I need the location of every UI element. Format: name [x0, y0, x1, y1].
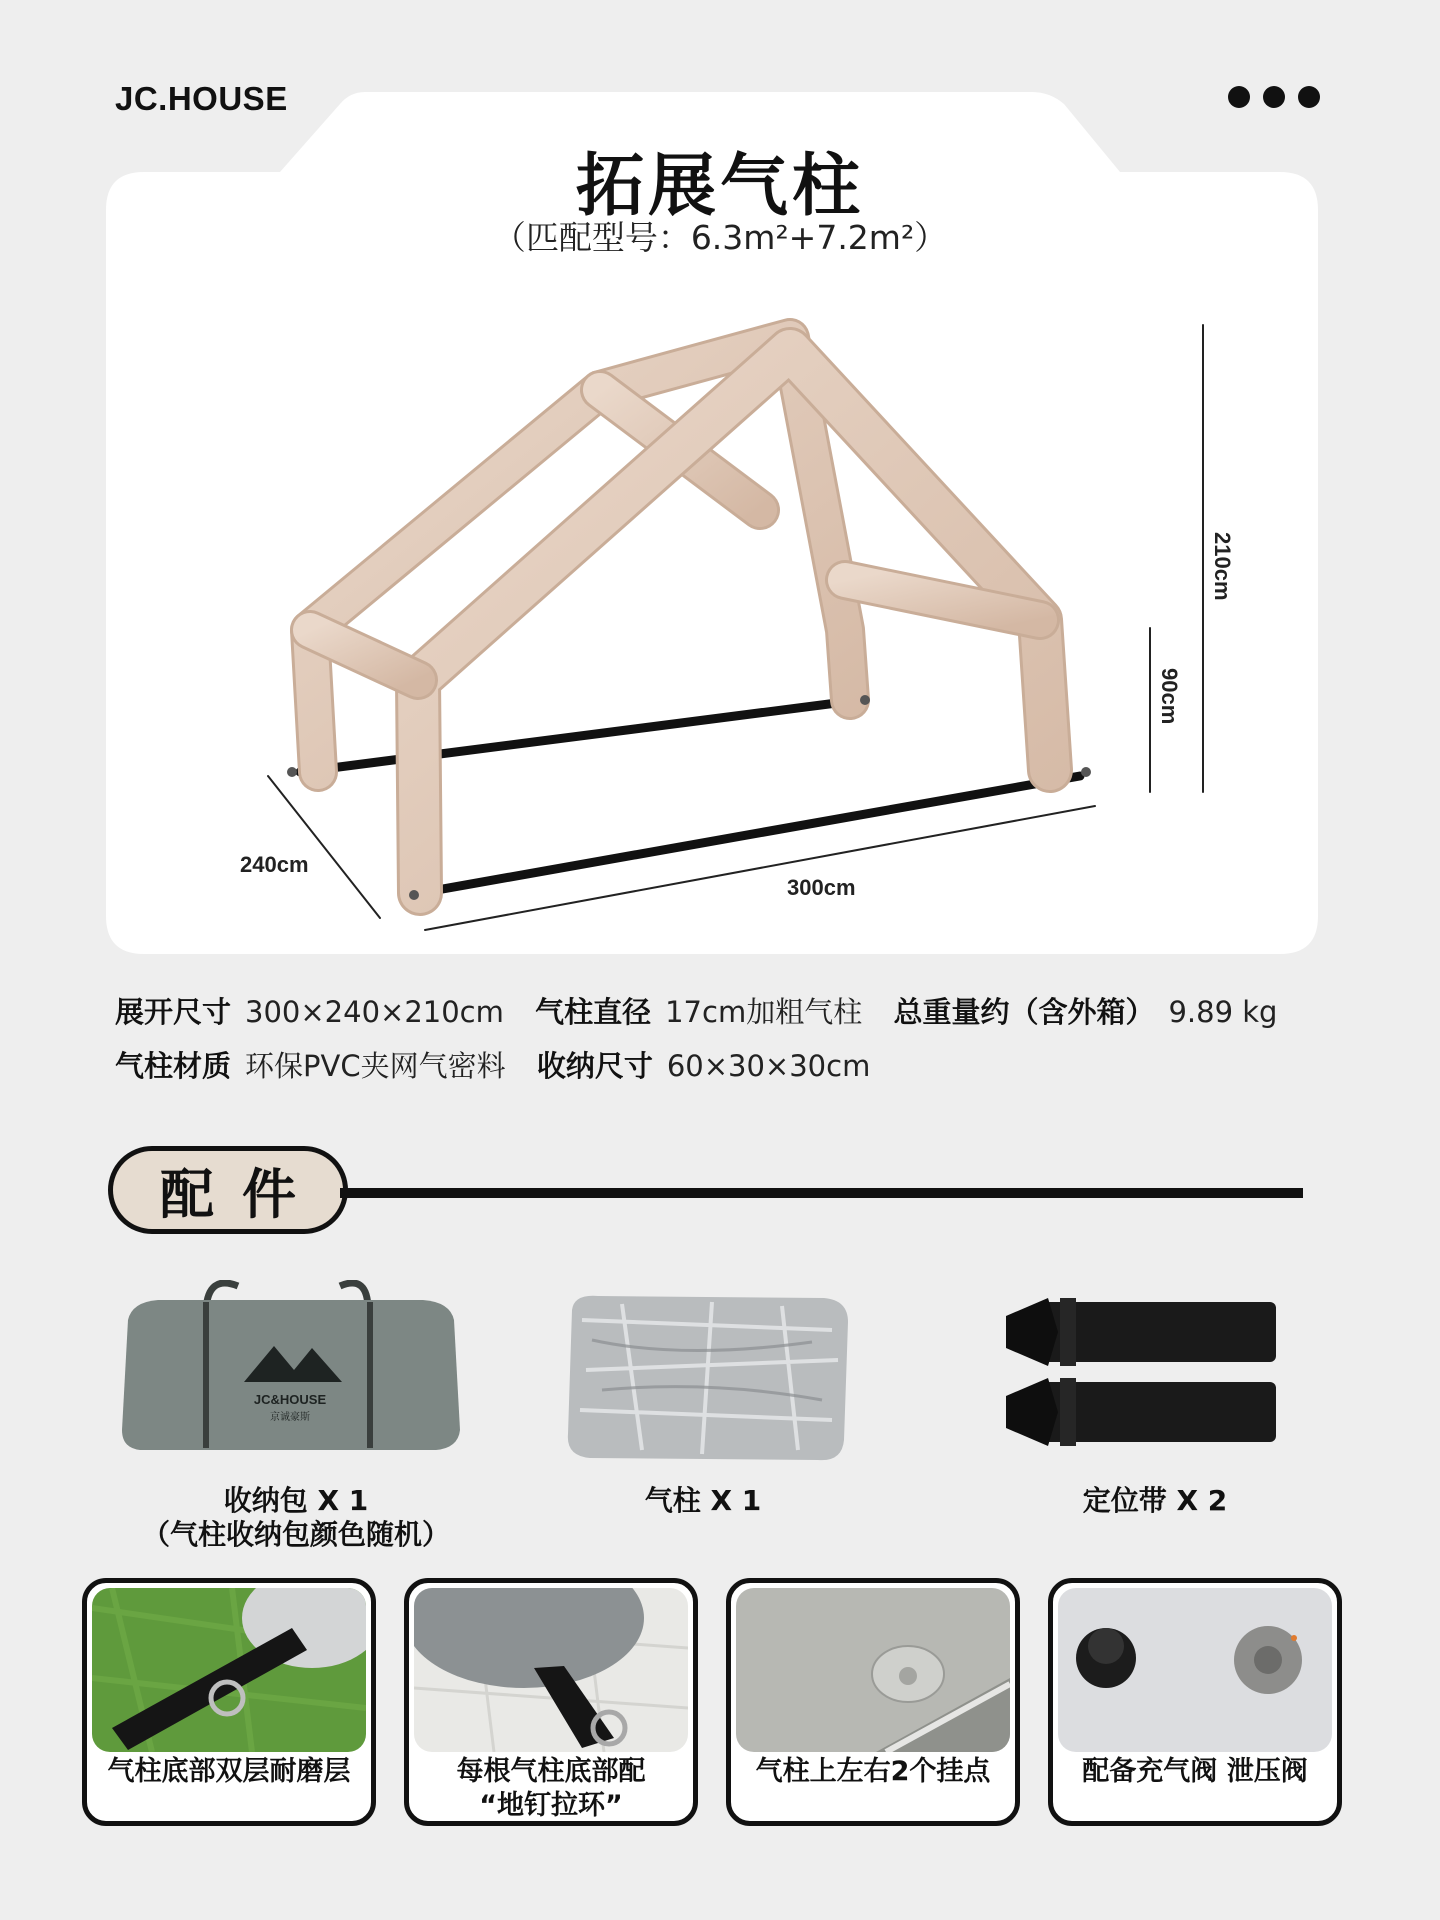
section-divider — [340, 1188, 1303, 1198]
specs-row-2 — [115, 1044, 870, 1085]
wear-layer-photo-icon — [92, 1588, 366, 1752]
valve-photo-icon — [1058, 1588, 1332, 1752]
storage-bag-icon — [118, 1280, 464, 1460]
product-subtitle: （匹配型号：6.3m²+7.2m²） — [492, 218, 948, 257]
height-label: 210cm — [1210, 532, 1235, 601]
spec-label: 气柱直径 — [535, 995, 652, 1029]
detail-caption-line1: 每根气柱底部配 — [456, 1756, 646, 1787]
accessory-label-strap: 定位带 X 2 — [1082, 1484, 1228, 1517]
spec-label: 气柱材质 — [115, 1049, 232, 1083]
bag-brand-cn-text: 京诚豪斯 — [270, 1412, 310, 1423]
detail-caption — [409, 1755, 693, 1823]
hook-point-photo-icon — [736, 1588, 1010, 1752]
accessories-section-title: 配件 — [108, 1146, 348, 1234]
accessory-label-bag: 收纳包 X 1 — [223, 1484, 369, 1517]
detail-card-valve — [1048, 1578, 1342, 1826]
side-height-label: 90cm — [1157, 668, 1182, 725]
spec-value: 17cm加粗气柱 — [665, 995, 863, 1029]
product-title: 拓展气柱 — [575, 147, 864, 226]
detail-card-wear-layer — [82, 1578, 376, 1826]
detail-caption: 气柱底部双层耐磨层 — [107, 1756, 351, 1787]
spec-value: 9.89 kg — [1168, 995, 1278, 1029]
packed-air-column-icon — [562, 1290, 854, 1466]
detail-caption: 配备充气阀 泄压阀 — [1082, 1756, 1308, 1787]
detail-card-hook-point — [726, 1578, 1020, 1826]
detail-caption: 气柱上左右2个挂点 — [755, 1756, 991, 1787]
spec-value: 环保PVC夹网气密料 — [245, 1049, 506, 1083]
detail-card-stake-ring — [404, 1578, 698, 1826]
bag-brand-text: JC&HOUSE — [253, 1392, 327, 1407]
spec-label: 收纳尺寸 — [536, 1049, 653, 1083]
stake-ring-photo-icon — [414, 1588, 688, 1752]
width-label: 300cm — [787, 875, 856, 900]
detail-caption-line2: “地钉拉环” — [479, 1790, 623, 1821]
spec-label: 展开尺寸 — [115, 995, 232, 1029]
depth-label: 240cm — [240, 852, 309, 877]
spec-value: 60×30×30cm — [666, 1049, 871, 1083]
spec-label: 总重量约（含外箱） — [893, 995, 1155, 1029]
accessory-note-bag: （气柱收纳包颜色随机） — [141, 1518, 450, 1551]
positioning-strap-icon — [998, 1290, 1280, 1460]
spec-value: 300×240×210cm — [245, 995, 504, 1029]
accessory-label-column: 气柱 X 1 — [644, 1484, 762, 1517]
specs-row-1 — [115, 990, 1277, 1031]
brand-logo-text: JC.HOUSE — [115, 80, 288, 117]
